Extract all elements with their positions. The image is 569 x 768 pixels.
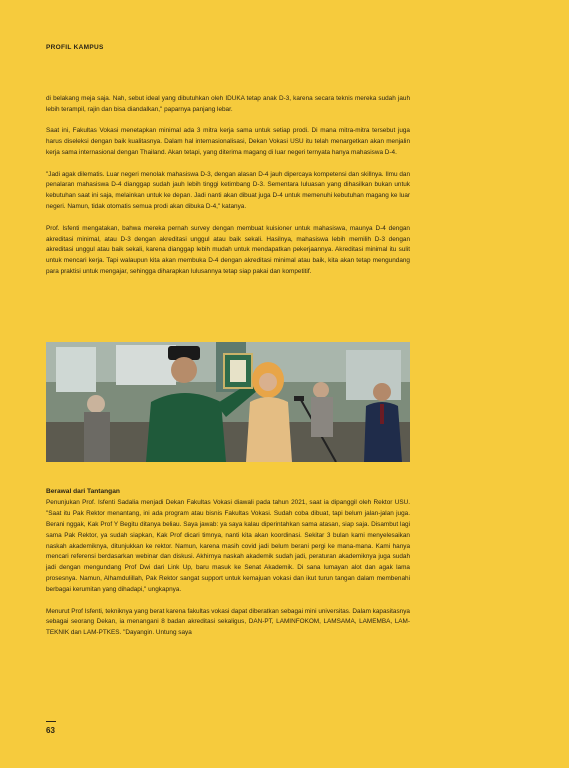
paragraph: Menurut Prof Isfenti, tekniknya yang berat karena fakultas vokasi dapat diberatkan sebagai mini universitas. Dalam kapasitasnya sebagai seorang Dekan, ia menangani 8 badan akreditasi sekaligus, DAN-PT, LAMINFOKOM, LAMSAMA, LAMEMBA, LAM-TEKNIK dan LAM-PTKES. "Dayangin. Untung saya — [46, 607, 410, 637]
article-top-column — [46, 94, 410, 289]
section-subheading: Berawal dari Tantangan — [46, 488, 120, 495]
paragraph: Prof. Isfenti mengatakan, bahwa mereka pernah survey dengan membuat kuisioner untuk mahasiswa, maunya D-4 dengan akreditasi minimal, atau D-3 dengan akreditasi unggul atau baik sekali. Hasilnya, mahasiswa lebih memilih D-3 dengan akreditasi unggul atau baik sekali, karena dianggap lebih mudah untuk mendapatkan pekerjaannya. Akreditasi minimal itu sulit untuk mencari kerja. Tapi walaupun kita akan membuka D-4 dengan akreditasi minimal atau baik, kita akan tetap mengundang para praktisi untuk mengajar, sehingga diharapkan lulusannya tetap siap pakai dan kompetitif. — [46, 224, 410, 276]
paragraph: Saat ini, Fakultas Vokasi menetapkan minimal ada 3 mitra kerja sama untuk setiap prodi. Di mana mitra-mitra tersebut juga harus diseleksi dengan baik kualitasnya. Dalam hal internasionalisasi, Dekan Vokasi USU itu telah menargetkan akan menjalin kerja sama internasional dengan Thailand. Akan tetapi, yang diterima magang di luar negeri ternyata hanya mahasiswa D-4. — [46, 127, 410, 157]
paragraph: di belakang meja saja. Nah, sebut ideal yang dibutuhkan oleh IDUKA tetap anak D-3, karena secara teknis mereka sudah jauh lebih terampil, rajin dan bisa diandalkan," paparnya panjang lebar. — [46, 95, 410, 113]
article-bottom-column — [46, 487, 410, 650]
paragraph: Penunjukan Prof. Isfenti Sadalia menjadi Dekan Fakultas Vokasi diawali pada tahun 2021, saat ia dipanggil oleh Rektor USU. "Saat itu Pak Rektor menantang, ini ada program atau bisnis Fakultas Vokasi. Sudah coba dibuat, tapi belum jalan-jalan juga. Berani nggak, Kak Prof Y Begitu ditanya beliau. Saya jawab: ya saya kalau diperintahkan sama atasan, siap saja. Disambut lagi sama Pak Rektor, ya sudah siapkan, Kak Prof dicari timnya, nanti kita akan koordinasi. Sekitar 3 bulan kami menyelesaikan naskah akademiknya, ditunjukkan ke rektor. Namun, karena masih covid jadi belum berani pergi ke mana-mana. Kami hanya mencari referensi berdasarkan webinar dan diskusi. Akhirnya naskah akademik sudah jadi, peraturan akademiknya juga sudah jadi dengan mengundang Prof Dwi dari Link Up, baru masuk ke Senat Akademik. Di sana lumayan alot dan agak lama prosesnya. Namun, Alhamdulillah, Pak Rektor sangat support untuk kemajuan vokasi dan ikut turun tangan dalam membenahi berbagai kerumitan yang dihadapi," ungkapnya. — [46, 498, 410, 594]
photo-illustration — [46, 342, 410, 462]
inauguration-photo — [46, 342, 410, 462]
page-number-rule — [46, 721, 56, 722]
page-number: 63 — [46, 726, 55, 735]
paragraph: "Jadi agak dilematis. Luar negeri menolak mahasiswa D-3, dengan alasan D-4 jauh dipercaya kompetensi dan skillnya. Ilmu dan penalaran mahasiswa D-4 dianggap sudah jauh lebih tinggi ketimbang D-3. Sementara luluasan yang dihasilkan bukan untuk kebutuhan saat ini saja, melainkan untuk ke depan. Jadi nanti akan dibuat juga D-4 untuk memenuhi kebutuhan magang ke luar negeri. Namun, tidak otomatis semua prodi akan dibuka D-4," katanya. — [46, 170, 410, 211]
section-label: PROFIL KAMPUS — [46, 44, 104, 51]
